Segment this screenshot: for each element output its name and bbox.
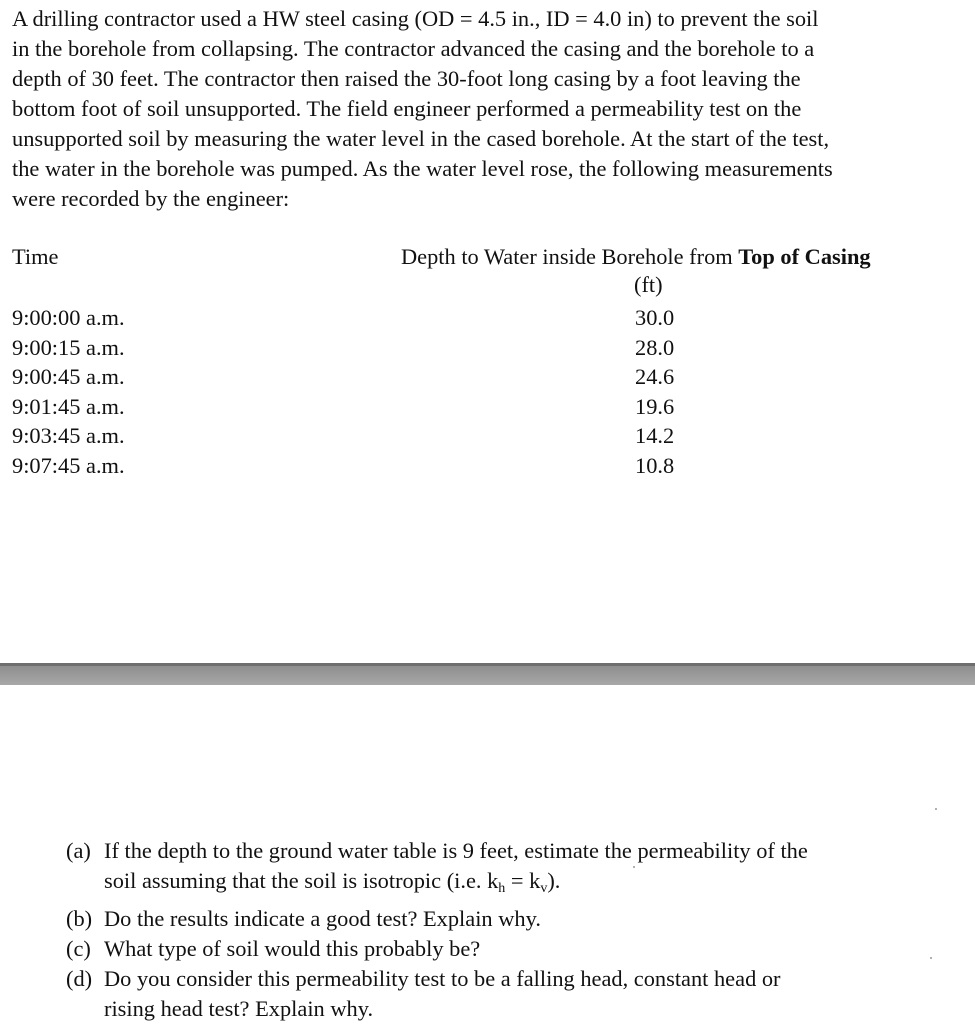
depth-cell: 14.2: [635, 423, 675, 448]
table-row: [12, 303, 712, 333]
intro-line: the water in the borehole was pumped. As the water level rose, the following measurements: [12, 156, 833, 181]
question-c: [66, 934, 946, 964]
question-text-continued: rising head test? Explain why.: [104, 996, 374, 1021]
time-cell: 9:07:45 a.m.: [12, 452, 125, 478]
time-cell: 9:03:45 a.m.: [12, 423, 125, 448]
page-divider: [0, 663, 975, 685]
table-row: [12, 451, 712, 481]
question-b: [66, 904, 946, 934]
depth-header-bold: Top of Casing: [738, 244, 871, 269]
depth-cell: 10.8: [635, 452, 675, 478]
intro-line: A drilling contractor used a HW steel casing (OD = 4.5 in., ID = 4.0 in) to prevent the soil: [12, 6, 819, 31]
intro-line: unsupported soil by measuring the water level in the cased borehole. At the start of the test,: [12, 126, 830, 151]
question-text-part: soil assuming that the soil is isotropic (i.e. k: [104, 868, 499, 893]
question-letter: (c): [66, 936, 91, 961]
question-text-part: ).: [547, 868, 561, 893]
question-d: [66, 964, 946, 1024]
time-cell: 9:01:45 a.m.: [12, 393, 125, 419]
question-list: [66, 836, 946, 1024]
intro-line: were recorded by the engineer:: [12, 186, 290, 211]
question-letter: (d): [66, 966, 93, 991]
table-row: [12, 333, 712, 363]
table-row: [12, 421, 712, 451]
time-cell: 9:00:00 a.m.: [12, 305, 125, 330]
depth-header-text: Depth to Water inside Borehole from: [401, 244, 739, 269]
question-letter: (b): [66, 906, 93, 931]
table-row: [12, 392, 712, 422]
question-a: [66, 836, 946, 904]
question-letter: (a): [66, 838, 91, 863]
question-text-part: = k: [505, 868, 541, 893]
question-text: What type of soil would this probably be?: [104, 936, 481, 961]
question-text: Do the results indicate a good test? Explain why.: [104, 906, 541, 931]
time-cell: 9:00:45 a.m.: [12, 364, 125, 389]
depth-unit-label: (ft): [634, 272, 663, 297]
question-text: Do you consider this permeability test to be a falling head, constant head or: [104, 966, 781, 991]
depth-cell: 28.0: [635, 334, 675, 360]
question-text: If the depth to the ground water table is 9 feet, estimate the permeability of the: [104, 838, 808, 863]
problem-statement: [12, 4, 970, 214]
depth-cell: 30.0: [635, 305, 675, 330]
subscript-h: h: [498, 881, 506, 896]
depth-cell: 24.6: [635, 364, 675, 389]
time-column-header: Time: [12, 244, 59, 269]
time-cell: 9:00:15 a.m.: [12, 334, 125, 360]
table-row: [12, 362, 712, 392]
intro-line: depth of 30 feet. The contractor then raised the 30-foot long casing by a foot leaving the: [12, 66, 801, 91]
subscript-v: v: [540, 881, 548, 896]
intro-line: in the borehole from collapsing. The contractor advanced the casing and the borehole to a: [12, 36, 815, 61]
depth-column-header: [401, 242, 961, 272]
measurements-table: [12, 303, 712, 480]
depth-cell: 19.6: [635, 393, 675, 419]
intro-line: bottom foot of soil unsupported. The field engineer performed a permeability test on the: [12, 96, 802, 121]
page-divider-edge: [0, 663, 975, 666]
question-text-continued: [104, 866, 946, 904]
scan-speck: [935, 808, 937, 810]
